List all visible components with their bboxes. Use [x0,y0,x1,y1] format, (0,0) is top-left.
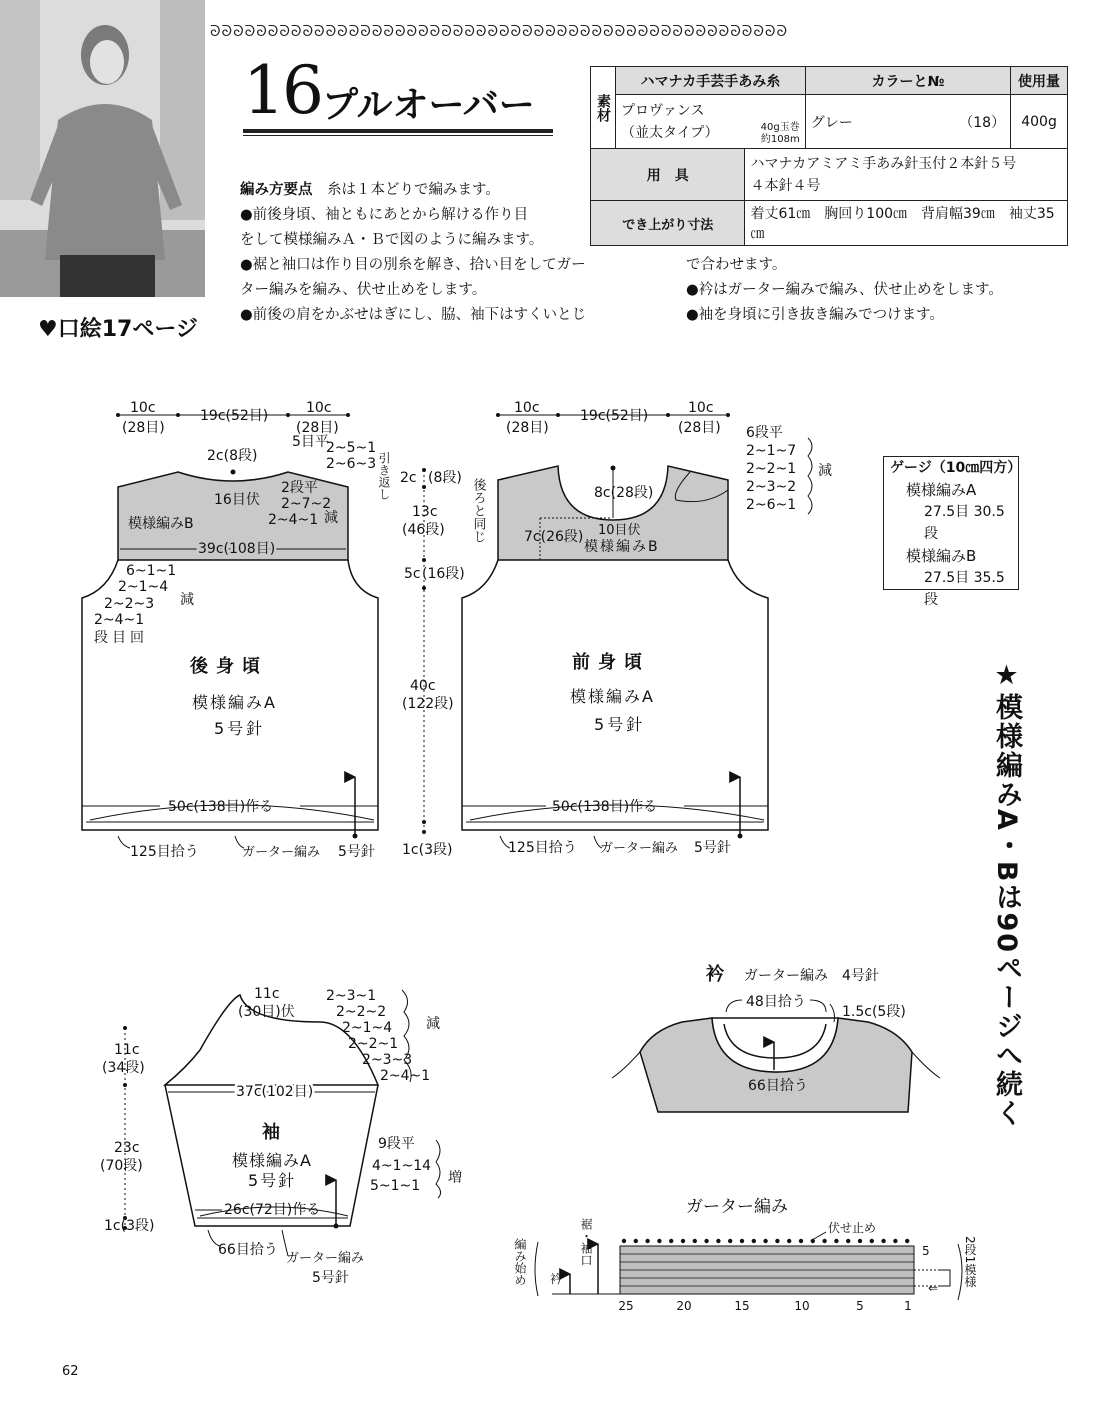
amount-header: 使用量 [1011,67,1068,95]
sleeve-cap-dec: 減 [426,1016,440,1032]
back-neck-bind: 16目伏 [214,492,260,508]
back-pattern-b: 模様編みB [128,516,194,532]
back-top-right: 10c [306,400,332,416]
front-pickup: 125目拾う [508,840,577,856]
garter-tick-label: 5 [856,1299,864,1313]
side-dim-4b: (122段) [402,696,454,712]
garter-chart-title: ガーター編み [686,1197,788,1217]
sleeve-diagram [100,986,462,1286]
front-needle: 5号針 [594,715,646,734]
back-neck-flat: 5目平 [292,434,329,450]
garter-tick-label: 20 [676,1299,692,1313]
side-dim-5: 1c(3段) [402,842,453,858]
instructions-heading: 編み方要点 [240,182,313,198]
sleeve-cuff-height: 1c(3段) [104,1218,155,1234]
sleeve-inc-1: 4~1~14 [372,1158,432,1174]
front-neck-3: 2~3~2 [746,479,797,495]
garter-tick-label: 1 [904,1299,912,1313]
sleeve-pickup: 66目拾う [218,1242,278,1258]
tools-line-2: ４本針４号 [750,177,821,194]
sleeve-garter: ガーター編み [286,1251,365,1266]
sleeve-body-height-rows: (70段) [100,1158,143,1174]
yarn-header: ハマナカ手芸手あみ糸 [616,67,806,95]
front-top-left: 10c [514,400,540,416]
sleeve-cap-6: 2~4~1 [380,1068,431,1084]
color-number: （18） [959,114,1006,131]
side-dimensions [400,468,465,858]
back-top-mid: 19c(52目) [200,408,269,424]
back-neck-dec-mark: 減 [324,510,338,526]
back-arm-rows: 段目回 [94,630,148,646]
back-neck-flat2: 2段平 [281,480,318,496]
back-name: 後身頃 [190,656,268,677]
garter-chart-hem-label: 裾・袖口 [579,1218,593,1266]
collar-height: 1.5c(5段) [842,1004,906,1020]
material-label: 素材 [591,67,616,149]
bind-off-dot [787,1239,791,1243]
front-neck-depth: 8c(28段) [594,485,654,501]
side-dim-4: 40c [410,678,436,694]
bind-off-dot [822,1239,826,1243]
bind-off-dot [728,1239,732,1243]
front-top-left-sts: (28目) [506,420,549,436]
instruction-line-3: ●裾と袖口は作り目の別糸を解き、拾い目をしてガー [240,257,586,273]
side-dim-1b: (8段) [428,470,462,486]
size-values: 着丈61㎝ 胸回り100㎝ 背肩幅39㎝ 袖丈35㎝ [745,201,1068,246]
back-garter-needle: 5号針 [338,844,375,860]
front-neck-flat: 6段平 [746,425,783,441]
garter-chart-ticks [618,1299,911,1313]
gauge-a-value: 27.5目 30.5段 [924,504,1005,542]
sleeve-cap-3: 2~1~4 [342,1020,393,1036]
sleeve-cap-2: 2~2~2 [336,1004,387,1020]
garter-chart-repeat: 2段1模様 [963,1236,977,1288]
front-neck-4: 2~6~1 [746,497,797,513]
size-label: でき上がり寸法 [591,201,745,246]
bind-off-dot [905,1239,909,1243]
bind-off-dot [881,1239,885,1243]
sleeve-body-height: 23c [114,1140,140,1156]
bind-off-dot [834,1239,838,1243]
bind-off-dot [752,1239,756,1243]
side-dim-1: 2c [400,470,417,486]
sleeve-cap-4: 2~2~1 [348,1036,399,1052]
back-garter: ガーター編み [242,845,321,860]
sleeve-cap-5: 2~3~3 [362,1052,413,1068]
back-width-yoke: 39c(108目) [198,541,276,557]
bind-off-dot [693,1239,697,1243]
instruction-line-4: ター編みを編み、伏せ止めをします。 [240,282,487,298]
bind-off-dot [657,1239,661,1243]
front-garter-needle: 5号針 [694,840,731,856]
front-pattern-b: 模様編みB [584,539,660,555]
sleeve-top-sts: (30目)伏 [238,1004,295,1020]
yarn-spec: 40g玉巻 約108m [745,95,805,149]
instruction-line-5: ●前後の肩をかぶせはぎにし、脇、袖下はすくいとじ [240,307,587,323]
front-neck-1: 2~1~7 [746,443,797,459]
color-header: カラーと№ [805,67,1010,95]
back-shoulder-note: 引き返し [377,452,391,500]
page-reference: ♥口絵17ページ [38,317,198,342]
bind-off-dot [645,1239,649,1243]
bind-off-dot [669,1239,673,1243]
side-dim-2: 13c [412,504,438,520]
front-dec-mark: 減 [818,463,832,479]
garter-chart-start-label: 編み始め [513,1238,527,1286]
front-garter: ガーター編み [600,841,679,856]
bind-off-dot [634,1239,638,1243]
sleeve-width: 37c(102目) [236,1084,314,1100]
back-top-left-sts: (28目) [122,420,165,436]
bind-off-dot [763,1239,767,1243]
back-pattern-a: 模様編みA [192,693,277,712]
garter-tick-label: 10 [794,1299,810,1313]
back-needle: 5号針 [214,719,266,738]
back-body-diagram [82,400,391,860]
garter-chart-row-num: 5 [922,1244,930,1258]
instruction-line-6: で合わせます。 [686,257,787,273]
front-pattern-a: 模様編みA [570,687,655,706]
garter-chart-start-arrow: ⇐ [928,1281,939,1295]
color-name: グレー [810,114,853,131]
gauge-b-label: 模様編みB [906,547,977,565]
side-dim-3b: (16段) [422,566,465,582]
yarn-type: （並太タイプ） [621,124,719,141]
back-arm-3: 2~2~3 [104,596,155,612]
bind-off-dot [740,1239,744,1243]
instruction-line-2: をして模様編みＡ・Ｂで図のように編みます。 [240,232,544,248]
back-arm-1: 6~1~1 [126,563,177,579]
side-dim-2b: (46段) [402,522,445,538]
back-neck-dec1: 2~7~2 [281,496,332,512]
sleeve-name: 袖 [262,1122,280,1143]
sleeve-cast-on: 26c(72目)作る [224,1202,321,1218]
instruction-line-1: ●前後身頃、袖ともにあとから解ける作り目 [240,207,529,223]
gauge-b-value: 27.5目 35.5段 [924,570,1005,608]
garter-chart [513,1197,977,1313]
gauge-a-label: 模様編みA [906,481,977,499]
sleeve-inc-mark: 増 [448,1170,462,1186]
bind-off-dot [681,1239,685,1243]
bind-off-dot [775,1239,779,1243]
tools-line-1: ハマナカアミアミ手あみ針玉付２本針５号 [750,155,1017,172]
garter-chart-collar-label: 衿 [550,1272,563,1286]
back-arm-2: 2~1~4 [118,579,169,595]
tools-label: 用 具 [591,149,745,201]
sleeve-inc-2: 5~1~1 [370,1178,421,1194]
front-body-diagram [462,400,832,856]
side-dim-3: 5c [404,566,421,582]
front-top-mid: 19c(52目) [580,408,649,424]
instruction-line-7: ●衿はガーター編みで編み、伏せ止めをします。 [686,282,1003,298]
back-neck-dec2: 2~4~1 [268,512,319,528]
gauge-title: ゲージ（10㎝四方） [890,460,1022,476]
front-same-as-back: 後ろと同じ [470,478,486,543]
back-arm-4: 2~4~1 [94,612,145,628]
back-pickup: 125目拾う [130,844,199,860]
bind-off-dot [716,1239,720,1243]
yarn-name: プロヴァンス [621,102,705,119]
bind-off-dot [858,1239,862,1243]
garter-chart-bind-off: 伏せ止め [828,1221,877,1235]
amount-value: 400g [1011,95,1068,149]
sleeve-cap-1: 2~3~1 [326,988,377,1004]
front-cast-on: 50c(138目)作る [552,799,658,815]
back-shoulder-2: 2~6~3 [326,456,377,472]
bind-off-dot [811,1239,815,1243]
bind-off-dot [846,1239,850,1243]
garter-grid [620,1246,914,1294]
sleeve-inc-flat: 9段平 [378,1136,415,1152]
front-top-right-sts: (28目) [678,420,721,436]
front-neck-side: 7c(26段) [524,529,584,545]
instruction-line-8: ●袖を身頃に引き抜き編みでつけます。 [686,307,944,323]
garter-tick-label: 15 [734,1299,750,1313]
back-arm-dec: 減 [180,592,194,608]
pattern-number: 16 [243,52,321,129]
collar-title: 衿 [706,964,724,985]
front-top-right: 10c [688,400,714,416]
front-neck-2: 2~2~1 [746,461,797,477]
back-top-right-sts: (28目) [296,420,339,436]
bind-off-dot [893,1239,897,1243]
bind-off-dots [622,1239,910,1243]
page-number: 62 [62,1364,79,1379]
pattern-title: プルオーバー [322,85,535,126]
sleeve-top: 11c [254,986,280,1002]
bind-off-dot [870,1239,874,1243]
sleeve-garter-needle: 5号針 [312,1270,349,1286]
back-shoulder-1: 2~5~1 [326,440,377,456]
instruction-line-0: 編み方要点 糸は１本どりで編みます。 [240,182,500,198]
bind-off-dot [799,1239,803,1243]
front-neck-bind: 10目伏 [598,523,641,538]
sleeve-needle: 5号針 [248,1171,297,1190]
back-top-left: 10c [130,400,156,416]
collar-pickup-bottom: 66目拾う [748,1078,808,1094]
back-cast-on: 50c(138目)作る [168,799,274,815]
continued-note: ★模様編みA・Bは90ページへ続く [991,660,1022,1129]
front-name: 前身頃 [572,652,650,673]
back-neck-depth: 2c(8段) [207,448,258,464]
collar-diagram [612,963,940,1112]
sleeve-cap-height: 11c [114,1042,140,1058]
collar-technique: ガーター編み 4号針 [744,968,879,984]
sleeve-pattern: 模様編みA [232,1151,312,1170]
bind-off-dot [622,1239,626,1243]
garter-tick-label: 25 [618,1299,634,1313]
sleeve-cap-height-rows: (34段) [102,1060,145,1076]
collar-pickup-top: 48目拾う [746,994,806,1010]
decorative-border: ᘐᘐᘐᘐᘐᘐᘐᘐᘐᘐᘐᘐᘐᘐᘐᘐᘐᘐᘐᘐᘐᘐᘐᘐᘐᘐᘐᘐᘐᘐᘐᘐᘐᘐᘐᘐᘐᘐᘐᘐᘐᘐᘐᘐᘐᘐᘐᘐᘐᘐ [210,22,789,40]
bind-off-dot [704,1239,708,1243]
